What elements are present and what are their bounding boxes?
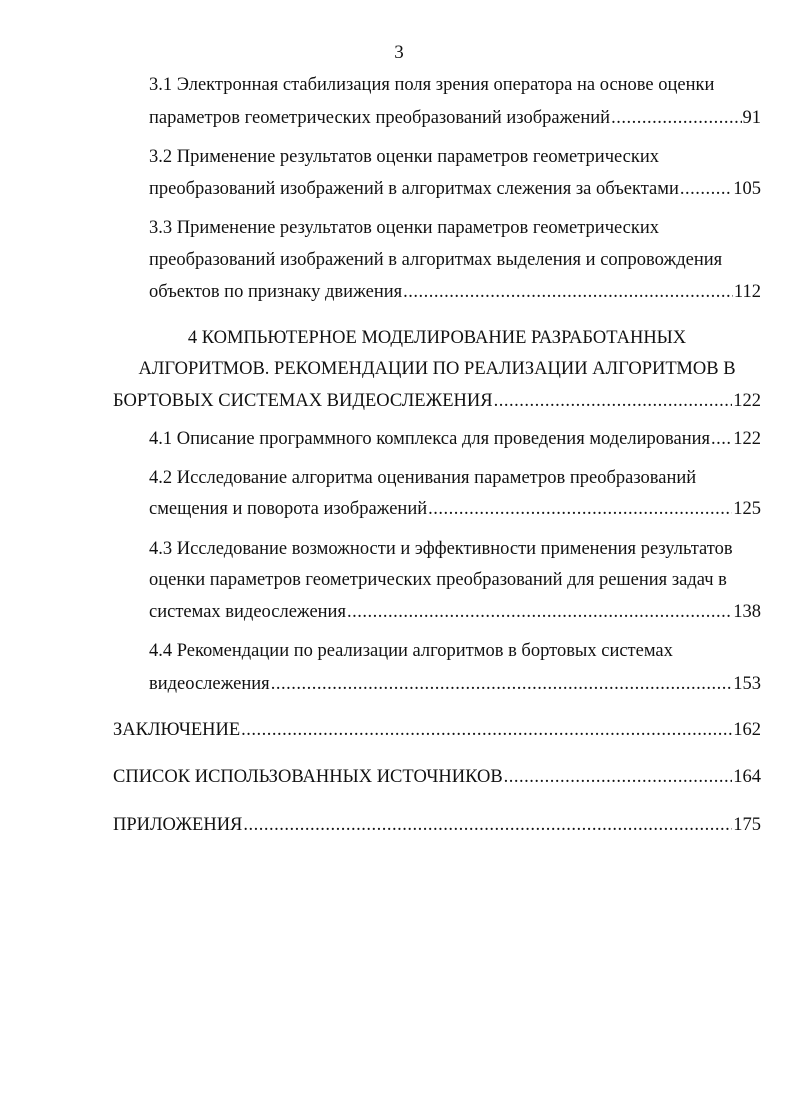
toc-entry-4-1-title: 4.1 Описание программного комплекса для проведения моделирования xyxy=(149,429,711,449)
toc-entry-3-3-line-1: 3.3 Применение результатов оценки параметров геометрических xyxy=(149,218,660,238)
toc-entry-4-3-line-2: оценки параметров геометрических преобразований для решения задач в xyxy=(149,570,727,590)
toc-entry-3-3-line-3 xyxy=(149,278,761,306)
toc-entry-3-1-title-end: параметров геометрических преобразований изображений xyxy=(149,108,611,128)
dot-leader xyxy=(428,495,732,523)
toc-entry-3-1-page: 91 xyxy=(742,108,761,128)
toc-entry-4-2-line-2 xyxy=(149,495,761,523)
toc-entry-conclusion-line xyxy=(113,716,761,744)
toc-entry-references-line xyxy=(113,763,761,791)
toc-entry-chapter-4-line-3 xyxy=(113,387,761,415)
toc-entry-conclusion-title: ЗАКЛЮЧЕНИЕ xyxy=(113,720,241,740)
toc-entry-4-3-page: 138 xyxy=(733,602,761,622)
toc-entry-3-3-title-end: объектов по признаку движения xyxy=(149,282,403,302)
toc-entry-chapter-4-line-1: 4 КОМПЬЮТЕРНОЕ МОДЕЛИРОВАНИЕ РАЗРАБОТАННЫХ xyxy=(187,328,687,348)
toc-entry-4-4-line-1: 4.4 Рекомендации по реализации алгоритмов в бортовых системах xyxy=(149,641,673,661)
dot-leader xyxy=(243,811,732,839)
toc-entry-4-4-title-end: видеослежения xyxy=(149,674,270,694)
toc-entry-4-3-line-3 xyxy=(149,598,761,626)
dot-leader xyxy=(241,716,732,744)
dot-leader xyxy=(711,425,732,453)
toc-entry-4-1-line-1 xyxy=(149,425,761,453)
dot-leader xyxy=(271,670,733,698)
toc-entry-4-4-page: 153 xyxy=(733,674,761,694)
toc-entry-chapter-4-line-2: АЛГОРИТМОВ. РЕКОМЕНДАЦИИ ПО РЕАЛИЗАЦИИ АЛГОРИТМОВ В xyxy=(138,359,736,379)
toc-entry-references-page: 164 xyxy=(733,767,761,787)
toc-entry-appendices-line xyxy=(113,811,761,839)
toc-entry-3-2-title-end: преобразований изображений в алгоритмах слежения за объектами xyxy=(149,179,679,199)
toc-entry-3-2-line-2 xyxy=(149,175,761,203)
dot-leader xyxy=(504,763,733,791)
toc-entry-3-1-line-2 xyxy=(149,104,761,132)
toc-entry-3-1-line-1: 3.1 Электронная стабилизация поля зрения оператора на основе оценки xyxy=(149,75,715,95)
page-number: 3 xyxy=(394,42,404,63)
toc-entry-3-2-line-1: 3.2 Применение результатов оценки параметров геометрических xyxy=(149,147,660,167)
toc-entry-appendices-page: 175 xyxy=(733,815,761,835)
dot-leader xyxy=(494,387,733,415)
toc-entry-3-3-page: 112 xyxy=(733,282,761,302)
toc-entry-4-4-line-2 xyxy=(149,670,761,698)
toc-entry-4-3-title-end: системах видеослежения xyxy=(149,602,346,622)
toc-entry-4-3-line-1: 4.3 Исследование возможности и эффективности применения результатов xyxy=(149,539,733,559)
toc-entry-4-2-page: 125 xyxy=(733,499,761,519)
dot-leader xyxy=(680,175,732,203)
dot-leader xyxy=(403,278,733,306)
toc-entry-appendices-title: ПРИЛОЖЕНИЯ xyxy=(113,815,243,835)
toc-entry-3-3-line-2: преобразований изображений в алгоритмах выделения и сопровождения xyxy=(149,250,723,270)
dot-leader xyxy=(347,598,732,626)
toc-entry-conclusion-page: 162 xyxy=(733,720,761,740)
toc-entry-4-2-title-end: смещения и поворота изображений xyxy=(149,499,428,519)
toc-entry-4-1-page: 122 xyxy=(733,429,761,449)
toc-entry-chapter-4-title-end: БОРТОВЫХ СИСТЕМАХ ВИДЕОСЛЕЖЕНИЯ xyxy=(113,391,493,411)
toc-entry-4-2-line-1: 4.2 Исследование алгоритма оценивания параметров преобразований xyxy=(149,468,697,488)
dot-leader xyxy=(611,104,741,132)
toc-entry-references-title: СПИСОК ИСПОЛЬЗОВАННЫХ ИСТОЧНИКОВ xyxy=(113,767,503,787)
toc-entry-3-2-page: 105 xyxy=(733,179,761,199)
toc-entry-chapter-4-page: 122 xyxy=(733,391,761,411)
